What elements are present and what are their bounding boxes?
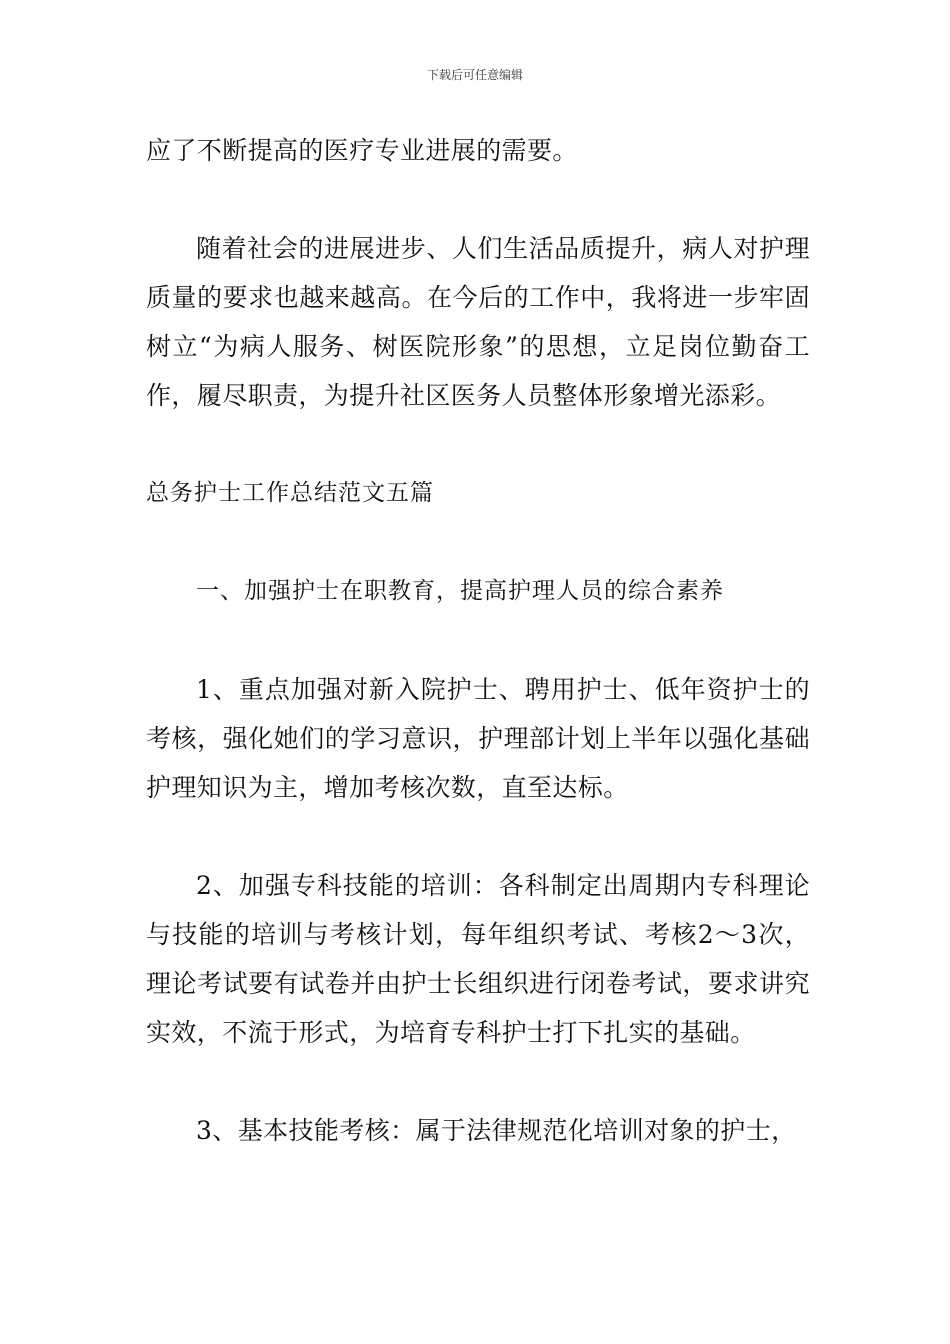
list-item-3: 3、基本技能考核：属于法律规范化培训对象的护士，: [196, 1116, 797, 1145]
section-title: 总务护士工作总结范文五篇: [146, 480, 434, 506]
document-body: [146, 126, 810, 1155]
paragraph-patient-quality: 随着社会的进展进步、人们生活品质提升，病人对护理质量的要求也越来越高。在今后的工作中，我将进一步牢固树立“为病人服务、树医院形象”的思想，立足岗位勤奋工作，履尽职责，为提升社区医务人员整体形象增光添彩。: [146, 234, 810, 410]
page-header: 下载后可任意编辑: [426, 68, 523, 82]
list-item-2: 2、加强专科技能的培训：各科制定出周期内专科理论与技能的培训与考核计划，每年组织考试、考核2～3次，理论考试要有试卷并由护士长组织进行闭卷考试，要求讲究实效，不流于形式，为培育专科护士打下扎实的基础。: [146, 871, 810, 1047]
list-item-1: 1、重点加强对新入院护士、聘用护士、低年资护士的考核，强化她们的学习意识，护理部计划上半年以强化基础护理知识为主，增加考核次数，直至达标。: [146, 675, 810, 802]
paragraph-continuation: 应了不断提高的医疗专业进展的需要。: [146, 136, 578, 165]
subsection-heading: 一、加强护士在职教育，提高护理人员的综合素养: [196, 578, 724, 604]
